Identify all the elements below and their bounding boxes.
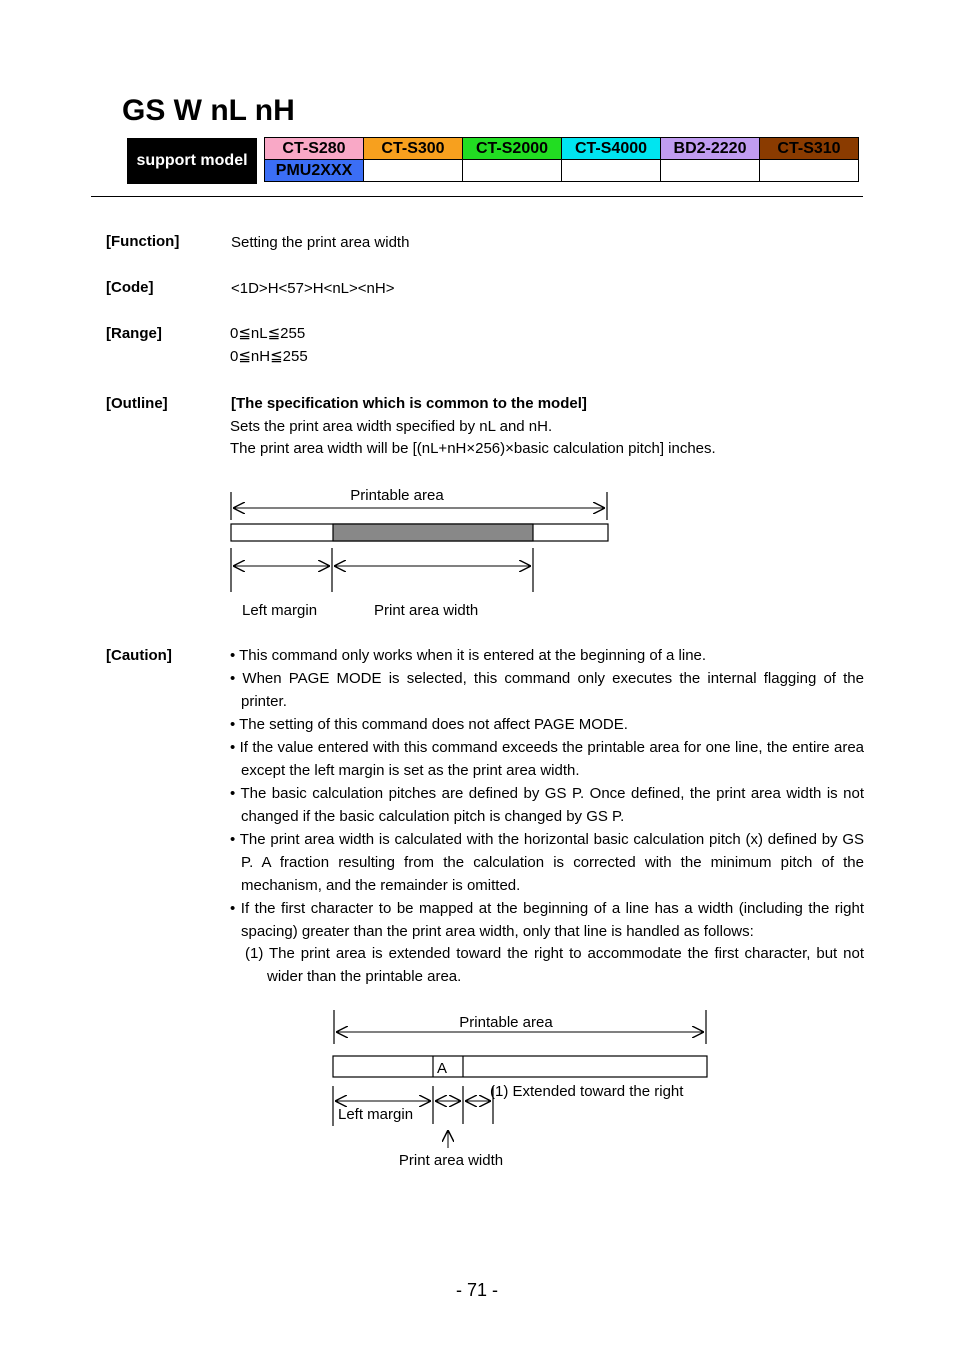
print-area-width-label-2: Print area width (398, 1152, 504, 1169)
function-text: Setting the print area width (231, 234, 410, 251)
outline-line-2: The print area width will be [(nL+nH×256)×basic calculation pitch] inches. (230, 440, 716, 457)
print-line-bar-2 (333, 1056, 707, 1077)
caution-item: • This command only works when it is entered at the beginning of a line. (230, 647, 707, 664)
caution-label: [Caution] (106, 647, 172, 664)
printable-area-label: Printable area (350, 487, 444, 504)
extended-label: (1) Extended toward the right (490, 1083, 684, 1100)
diagram-2 (333, 1010, 707, 1169)
page-number: - 71 - (455, 1280, 498, 1300)
caution-item: • The setting of this command does not affect PAGE MODE. (230, 716, 628, 733)
left-margin-label-2: Left margin (338, 1106, 414, 1123)
model-name: CT-S280 (282, 140, 346, 157)
model-name: CT-S300 (381, 140, 445, 157)
model-name: CT-S2000 (475, 140, 549, 157)
range-label: [Range] (106, 325, 162, 342)
caution-item: • If the value entered with this command exceeds the printable area for one line, the entire area except the left margin is set as the print area width. (230, 739, 864, 779)
caution-item: • The print area width is calculated with the horizontal basic calculation pitch (x) defined by GS P. A fraction resulting from the calculation is corrected with the minimum pitch of the mechanism, and the remainder is omitted. (230, 831, 864, 894)
caution-sub-item: (1) The print area is extended toward the right to accommodate the first character, but not wider than the printable area. (245, 945, 864, 985)
caution-item: • When PAGE MODE is selected, this command only executes the internal flagging of the printer. (230, 670, 864, 710)
outline-heading: [The specification which is common to the model] (231, 395, 587, 412)
left-margin-label: Left margin (242, 602, 318, 619)
model-name: PMU2XXX (275, 162, 353, 179)
outline-label: [Outline] (106, 395, 168, 412)
diagram-1 (231, 487, 608, 619)
code-text: <1D>H<57>H<nL><nH> (231, 280, 395, 297)
support-model-text: support model (136, 152, 248, 169)
model-name: CT-S4000 (574, 140, 648, 157)
range-line-2: 0≦nH≦255 (230, 348, 308, 365)
print-area-width-label: Print area width (374, 602, 479, 619)
page-title: GS W nL nH (122, 94, 295, 127)
function-label: [Function] (106, 233, 180, 250)
caution-list (230, 644, 864, 943)
outline-line-1: Sets the print area width specified by nL and nH. (230, 418, 553, 435)
caution-item: • The basic calculation pitches are defined by GS P. Once defined, the print area width is not changed if the basic calculation pitch is changed by GS P. (230, 785, 864, 825)
print-area-fill (333, 524, 533, 541)
caution-item: • If the first character to be mapped at the beginning of a line has a width (including the right spacing) greater than the print area width, only that line is handled as follows: (230, 900, 864, 940)
char-a: A (437, 1060, 448, 1077)
range-line-1: 0≦nL≦255 (230, 325, 306, 342)
caution-sub-item-wrap (245, 942, 864, 988)
model-name: BD2-2220 (673, 140, 747, 157)
code-label: [Code] (106, 279, 154, 296)
model-name: CT-S310 (777, 140, 841, 157)
printable-area-label-2: Printable area (459, 1014, 553, 1031)
